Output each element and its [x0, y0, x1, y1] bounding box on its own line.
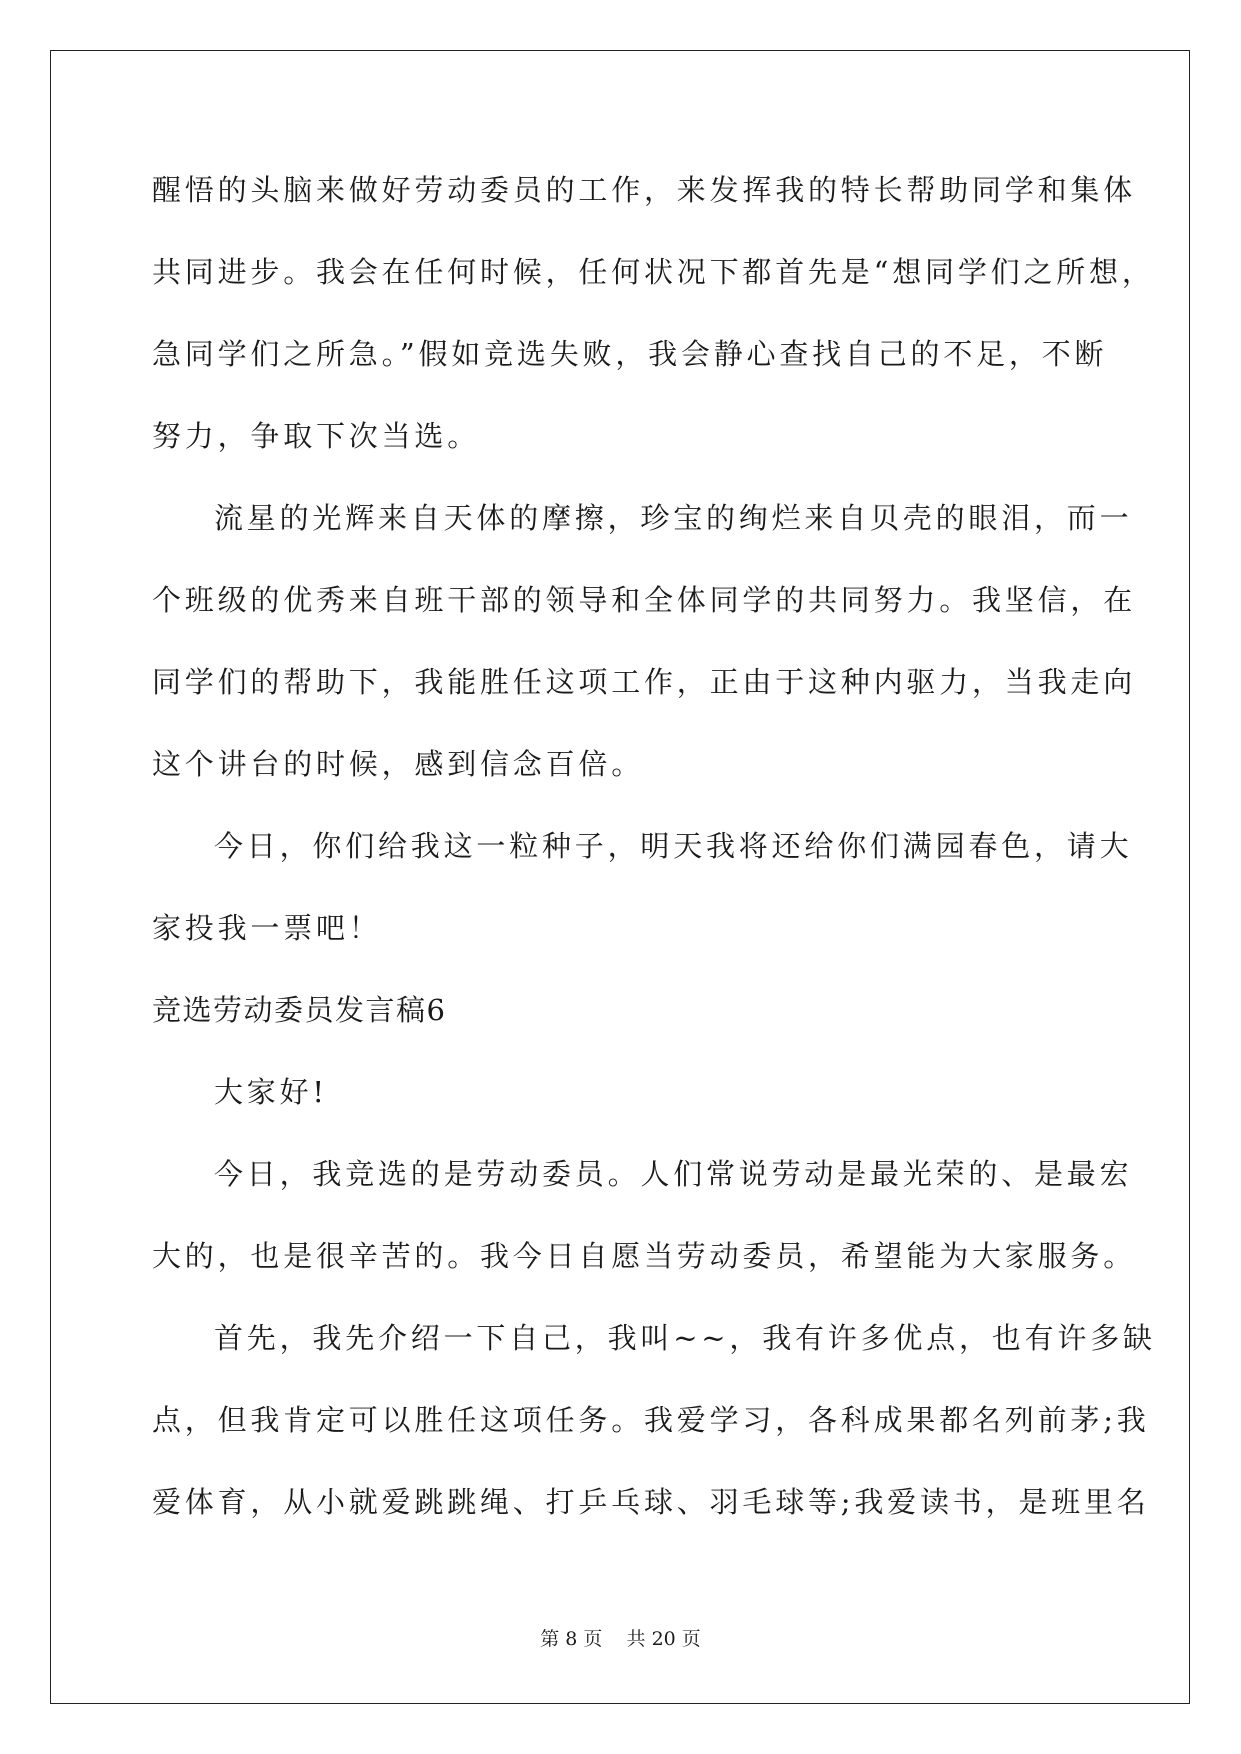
section-heading: 竞选劳动委员发言稿6 — [152, 993, 447, 1027]
paragraph-6-line-2: 大的，也是很辛苦的。我今日自愿当劳动委员，希望能为大家服务。 — [152, 1239, 1137, 1273]
paragraph-1-line-4: 努力，争取下次当选。 — [152, 419, 481, 453]
paragraph-3-line-2: 家投我一票吧！ — [152, 911, 382, 945]
paragraph-7-line-3: 爱体育，从小就爱跳跳绳、打乒乓球、羽毛球等;我爱读书，是班里名 — [152, 1485, 1150, 1519]
paragraph-1-line-3: 急同学们之所急。”假如竞选失败，我会静心查找自己的不足，不断 — [152, 337, 1108, 371]
paragraph-1-line-2: 共同进步。我会在任何时候，任何状况下都首先是“想同学们之所想， — [152, 255, 1155, 289]
paragraph-7-line-2: 点，但我肯定可以胜任这项任务。我爱学习，各科成果都名列前茅;我 — [152, 1403, 1150, 1437]
page-number-footer: 第 8 页 共 20 页 — [540, 1628, 701, 1650]
paragraph-7-line-1: 首先，我先介绍一下自己，我叫~~，我有许多优点，也有许多缺 — [214, 1321, 1156, 1355]
paragraph-2-line-4: 这个讲台的时候，感到信念百倍。 — [152, 747, 645, 781]
greeting: 大家好! — [214, 1075, 328, 1109]
paragraph-2-line-2: 个班级的优秀来自班干部的领导和全体同学的共同努力。我坚信，在 — [152, 583, 1137, 617]
paragraph-1-line-1: 醒悟的头脑来做好劳动委员的工作，来发挥我的特长帮助同学和集体 — [152, 173, 1137, 207]
paragraph-2-line-3: 同学们的帮助下，我能胜任这项工作，正由于这种内驱力，当我走向 — [152, 665, 1137, 699]
paragraph-2-line-1: 流星的光辉来自天体的摩擦，珍宝的绚烂来自贝壳的眼泪，而一 — [214, 501, 1133, 535]
document-body — [152, 162, 1156, 1556]
paragraph-3-line-1: 今日，你们给我这一粒种子，明天我将还给你们满园春色，请大 — [214, 829, 1133, 863]
paragraph-6-line-1: 今日，我竞选的是劳动委员。人们常说劳动是最光荣的、是最宏 — [214, 1157, 1133, 1191]
